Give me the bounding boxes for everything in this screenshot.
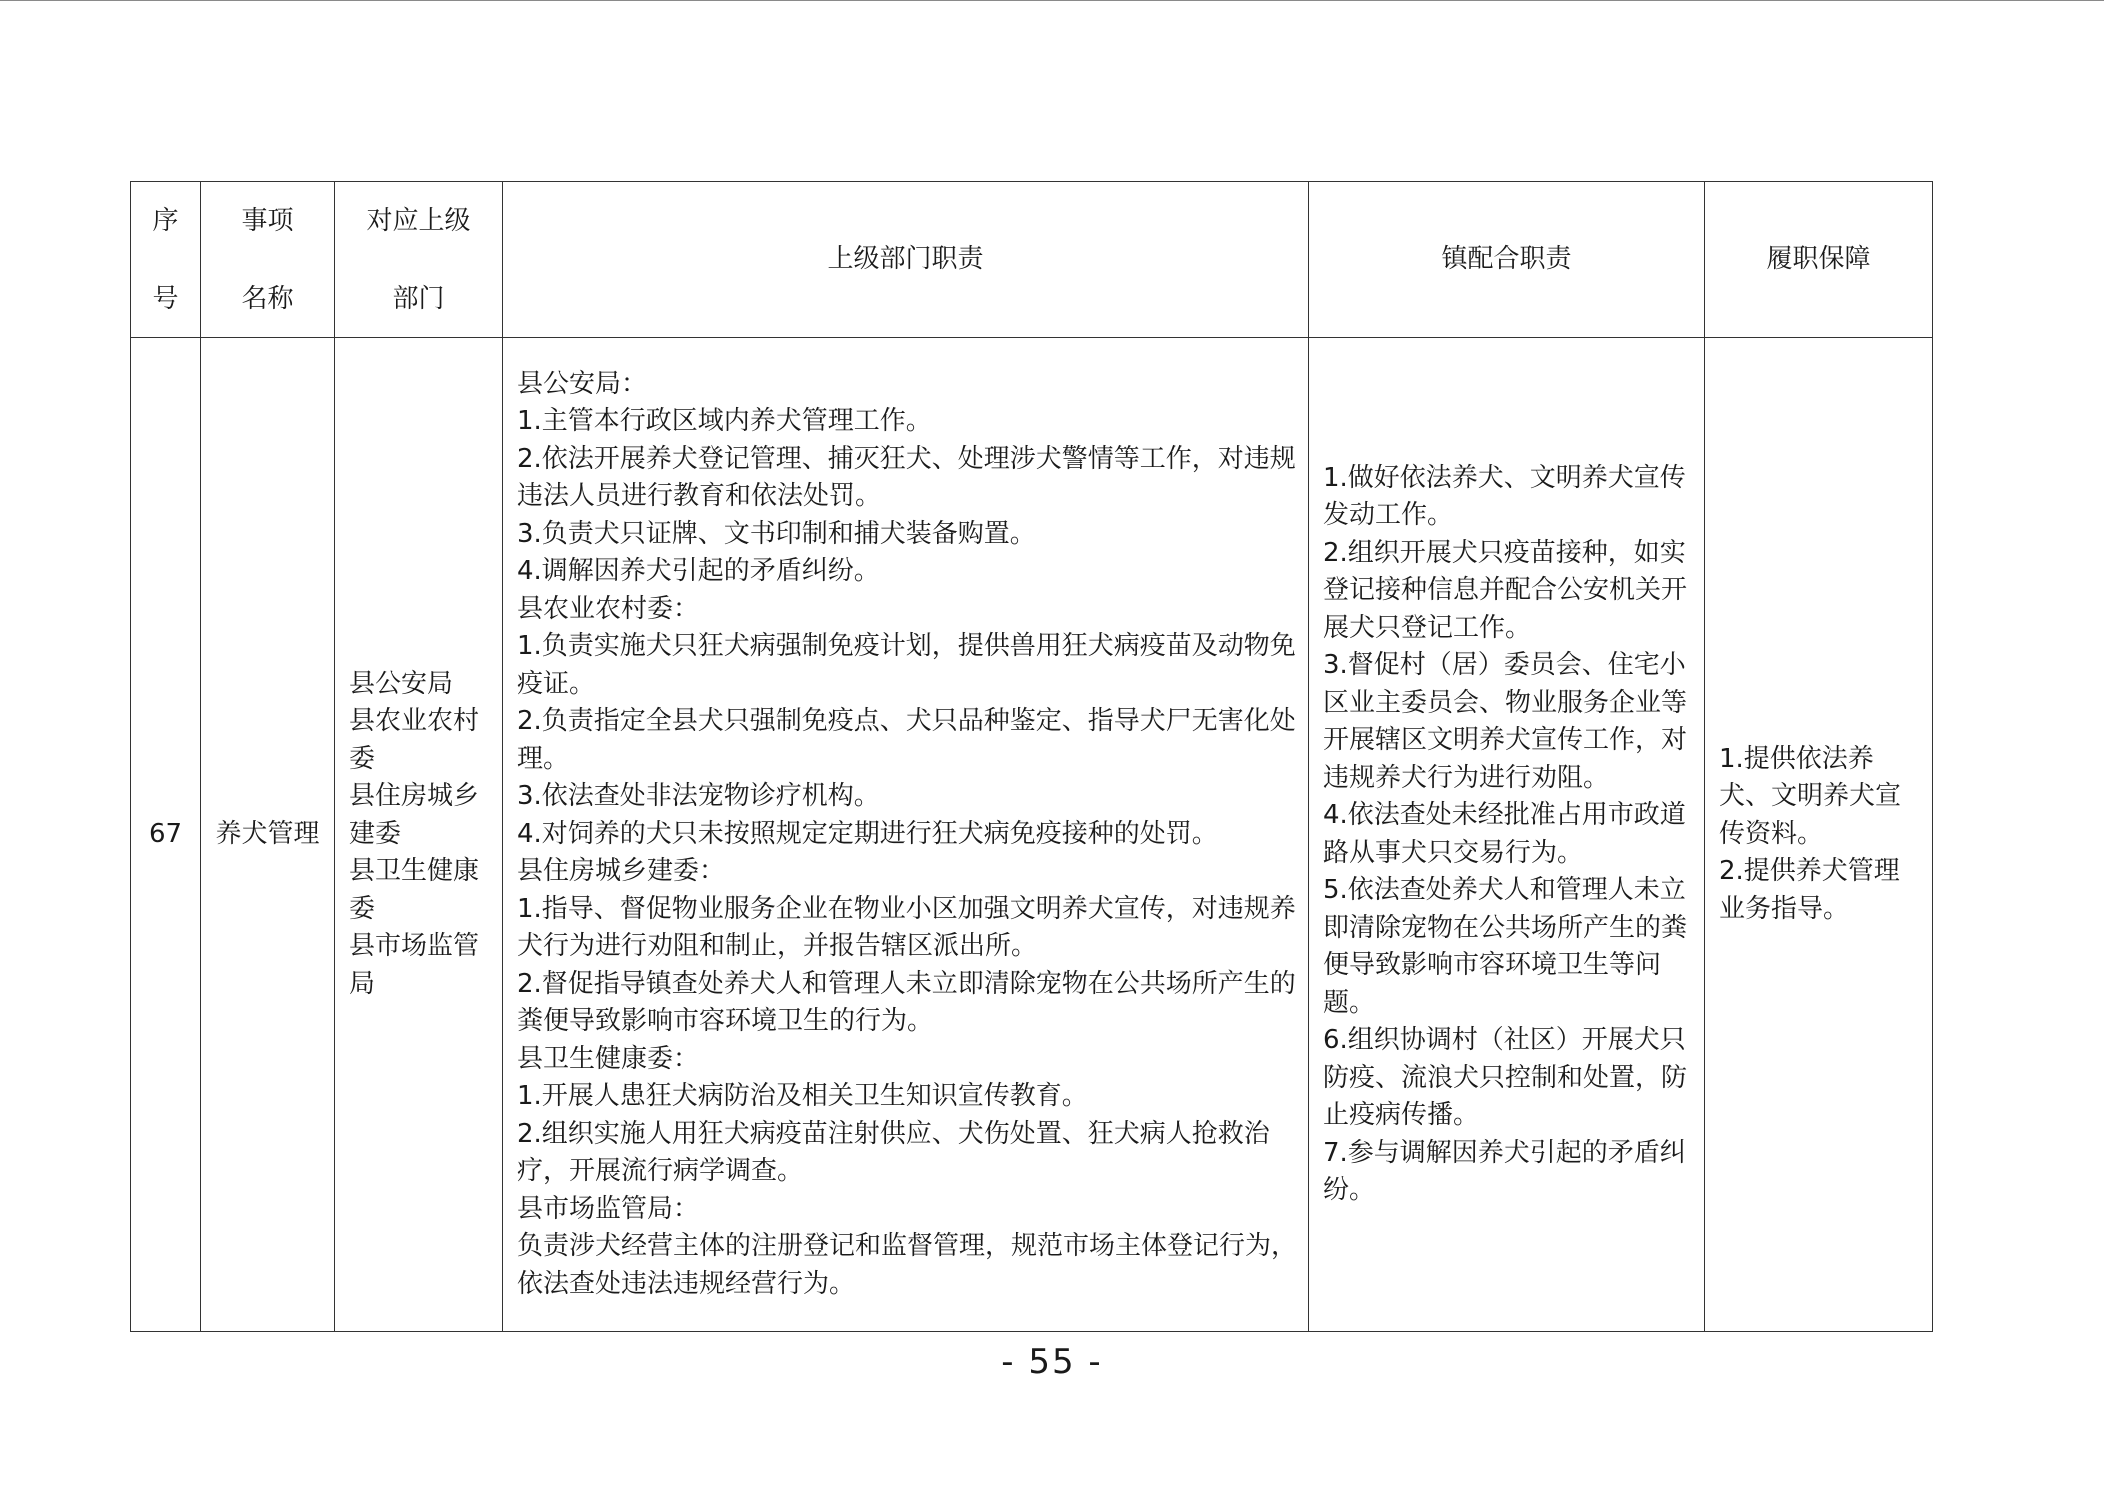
table-row — [131, 338, 1933, 1332]
department-public-security: 县公安局 — [349, 668, 454, 699]
row-departments — [335, 338, 503, 1332]
department-health: 县卫生健康委 — [349, 856, 480, 924]
department-agriculture: 县农业农村委 — [349, 706, 480, 774]
header-dept-line-2: 部门 — [392, 283, 445, 314]
upper-duty-line: 负责涉犬经营主体的注册登记和监督管理，规范市场主体登记行为，依法查处违法违规经营行为。 — [517, 1231, 1298, 1299]
guarantee-item: 2.提供养犬管理业务指导。 — [1719, 856, 1900, 924]
header-seq-line-2: 号 — [152, 283, 179, 314]
town-duty-item: 7.参与调解因养犬引起的矛盾纠纷。 — [1323, 1137, 1686, 1205]
header-name-line-2: 名称 — [241, 283, 294, 314]
row-guarantee — [1705, 338, 1933, 1332]
town-duty-item: 2.组织开展犬只疫苗接种，如实登记接种信息并配合公安机关开展犬只登记工作。 — [1323, 537, 1688, 643]
header-seq-line-1: 序 — [152, 205, 179, 236]
town-duty-item: 5.依法查处养犬人和管理人未立即清除宠物在公共场所产生的粪便导致影响市容环境卫生等问题。 — [1323, 875, 1688, 1018]
upper-duty-line: 2.组织实施人用狂犬病疫苗注射供应、犬伤处置、狂犬病人抢救治疗，开展流行病学调查。 — [517, 1118, 1270, 1187]
header-dept-line-1: 对应上级 — [366, 205, 471, 236]
upper-duty-line: 4.调解因养犬引起的矛盾纠纷。 — [517, 556, 880, 587]
upper-duty-line: 3.依法查处非法宠物诊疗机构。 — [517, 781, 880, 812]
upper-duty-line: 2.依法开展养犬登记管理、捕灭狂犬、处理涉犬警情等工作，对违规违法人员进行教育和依法处罚。 — [517, 443, 1296, 512]
upper-duty-line: 县农业农村委： — [517, 593, 700, 624]
town-duty-item: 6.组织协调村（社区）开展犬只防疫、流浪犬只控制和处置，防止疫病传播。 — [1323, 1025, 1688, 1130]
row-item-name: 养犬管理 — [201, 338, 335, 1332]
upper-duty-line: 2.负责指定全县犬只强制免疫点、犬只品种鉴定、指导犬尸无害化处理。 — [517, 706, 1296, 774]
upper-duty-line: 1.指导、督促物业服务企业在物业小区加强文明养犬宣传，对违规养犬行为进行劝阻和制止，并报告辖区派出所。 — [517, 893, 1296, 962]
town-duty-item: 1.做好依法养犬、文明养犬宣传发动工作。 — [1323, 462, 1686, 530]
guarantee-item: 1.提供依法养犬、文明养犬宣传资料。 — [1719, 743, 1902, 849]
header-name-line-1: 事项 — [241, 205, 294, 236]
row-upper-duties — [503, 338, 1309, 1332]
upper-duty-line: 县住房城乡建委： — [517, 856, 726, 887]
table-header-row — [131, 182, 1933, 338]
row-seq: 67 — [131, 338, 201, 1332]
upper-duty-line: 县市场监管局： — [517, 1193, 700, 1224]
header-name — [201, 182, 335, 338]
header-town-duties: 镇配合职责 — [1309, 182, 1705, 338]
header-guarantee: 履职保障 — [1705, 182, 1933, 338]
upper-duty-line: 3.负责犬只证牌、文书印制和捕犬装备购置。 — [517, 518, 1036, 549]
town-duty-item: 3.督促村（居）委员会、住宅小区业主委员会、物业服务企业等开展辖区文明养犬宣传工作，对违规养犬行为进行劝阻。 — [1323, 650, 1688, 793]
header-upper-duties: 上级部门职责 — [503, 182, 1309, 338]
upper-duty-line: 4.对饲养的犬只未按照规定定期进行狂犬病免疫接种的处罚。 — [517, 818, 1218, 849]
upper-duty-line: 2.督促指导镇查处养犬人和管理人未立即清除宠物在公共场所产生的粪便导致影响市容环境卫生的行为。 — [517, 968, 1296, 1037]
header-dept — [335, 182, 503, 338]
page-number: - 55 - — [1001, 1342, 1103, 1382]
department-housing: 县住房城乡建委 — [349, 781, 480, 849]
duty-table — [130, 181, 1933, 1332]
department-market-supervision: 县市场监管局 — [349, 931, 480, 999]
upper-duty-line: 县卫生健康委： — [517, 1043, 700, 1074]
page-top-rule — [0, 0, 2104, 1]
upper-duty-line: 县公安局： — [517, 368, 648, 399]
header-seq — [131, 182, 201, 338]
upper-duty-line: 1.主管本行政区域内养犬管理工作。 — [517, 406, 932, 437]
row-town-duties — [1309, 338, 1705, 1332]
upper-duty-line: 1.开展人患狂犬病防治及相关卫生知识宣传教育。 — [517, 1081, 1088, 1112]
town-duty-item: 4.依法查处未经批准占用市政道路从事犬只交易行为。 — [1323, 800, 1686, 868]
upper-duty-line: 1.负责实施犬只狂犬病强制免疫计划，提供兽用狂犬病疫苗及动物免疫证。 — [517, 631, 1296, 699]
